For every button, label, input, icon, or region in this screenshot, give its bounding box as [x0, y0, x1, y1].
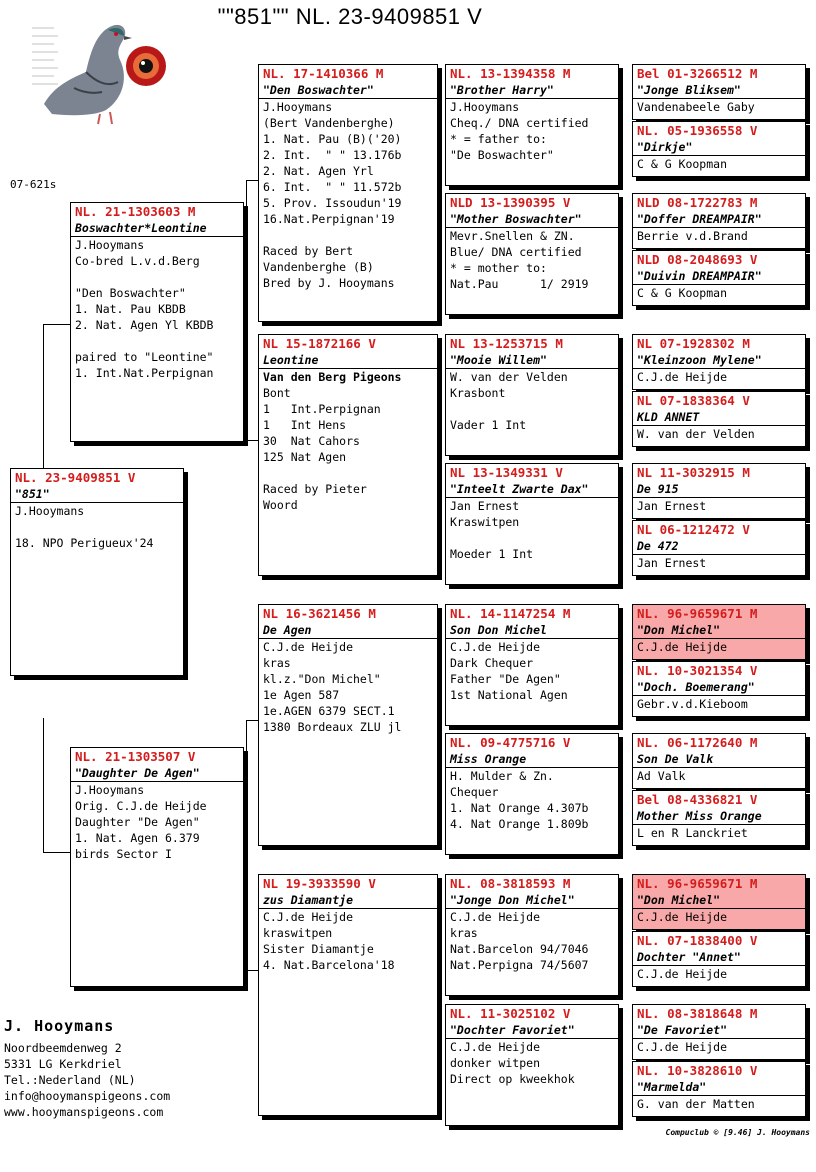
- info-line: C.J.de Heijde: [637, 370, 728, 384]
- pedigree-card[interactable]: [632, 250, 806, 306]
- info-line: [446, 530, 618, 546]
- ring-number: NL. 10-3828610 V: [637, 1063, 758, 1078]
- ring-number: NL 07-1838364 V: [637, 393, 750, 408]
- info-line: C.J.de Heijde: [263, 910, 354, 924]
- info-line: C.J.de Heijde: [637, 1040, 728, 1054]
- pigeon-name: "Duivin DREAMPAIR": [633, 268, 805, 285]
- info-line: 2. Int. " " 13.176b: [263, 148, 402, 162]
- pedigree-card[interactable]: [632, 1004, 806, 1060]
- info-line: C.J.de Heijde: [450, 640, 541, 654]
- pigeon-name: KLD ANNET: [633, 409, 805, 426]
- info-line: Daughter "De Agen": [75, 815, 200, 829]
- info-line: Van den Berg Pigeons: [263, 370, 402, 384]
- pigeon-name: De 915: [633, 481, 805, 498]
- ring-number: NL. 06-1172640 M: [637, 735, 758, 750]
- info-line: kras: [450, 926, 478, 940]
- info-line: Vandenabeele Gaby: [637, 100, 755, 114]
- address-line: Noordbeemdenweg 2: [4, 1041, 122, 1055]
- info-line: 4. Nat Orange 1.809b: [450, 817, 589, 831]
- ring-number: NL. 23-9409851 V: [15, 470, 136, 485]
- ring-number: NL 16-3621456 M: [263, 606, 376, 621]
- ring-number: NL. 17-1410366 M: [263, 66, 384, 81]
- info-line: Vandenberghe (B): [263, 260, 374, 274]
- pedigree-card[interactable]: [258, 604, 438, 846]
- pedigree-card[interactable]: [10, 468, 184, 676]
- info-line: C & G Koopman: [637, 157, 728, 171]
- info-line: Raced by Pieter: [263, 482, 367, 496]
- connector-line: [43, 718, 44, 852]
- ring-number: NL. 08-3818648 M: [637, 1006, 758, 1021]
- pigeon-name: "Mother Boswachter": [446, 211, 618, 228]
- info-line: Bont: [263, 386, 291, 400]
- info-line: Jan Ernest: [637, 499, 707, 513]
- info-line: 30 Nat Cahors: [263, 434, 360, 448]
- pigeon-logo: [24, 16, 172, 128]
- pedigree-card[interactable]: [632, 64, 806, 120]
- ring-number: Bel 01-3266512 M: [637, 66, 758, 81]
- pedigree-card[interactable]: [258, 64, 438, 322]
- ring-number: NL. 09-4775716 V: [450, 735, 571, 750]
- ring-number: NL 11-3032915 M: [637, 465, 750, 480]
- ring-number: NL 06-1212472 V: [637, 522, 750, 537]
- ring-number: NL. 07-1838400 V: [637, 933, 758, 948]
- connector-line: [43, 324, 71, 325]
- info-line: J.Hooymans: [263, 100, 333, 114]
- info-line: Berrie v.d.Brand: [637, 229, 748, 243]
- ring-number: NL. 96-9659671 M: [637, 876, 758, 891]
- info-line: C.J.de Heijde: [637, 910, 728, 924]
- info-line: Jan Ernest: [637, 556, 707, 570]
- info-line: 1 Int.Perpignan: [263, 402, 381, 416]
- info-line: [259, 465, 437, 481]
- ring-number: NL. 11-3025102 V: [450, 1006, 571, 1021]
- ring-number: NL 19-3933590 V: [263, 876, 376, 891]
- info-line: [11, 519, 183, 535]
- info-line: 1e.AGEN 6379 SECT.1: [263, 704, 395, 718]
- email-link[interactable]: info@hooymanspigeons.com: [4, 1089, 171, 1103]
- info-line: 2. Nat. Agen Yl KBDB: [75, 318, 214, 332]
- ring-number: NL. 21-1303603 M: [75, 204, 196, 219]
- info-line: Dark Chequer: [450, 656, 534, 670]
- info-line: L en R Lanckriet: [637, 826, 748, 840]
- pigeon-name: "Kleinzoon Mylene": [633, 352, 805, 369]
- info-line: 1. Nat. Pau KBDB: [75, 302, 186, 316]
- info-line: Nat.Barcelon 94/7046: [450, 942, 589, 956]
- ring-number: NLD 08-1722783 M: [637, 195, 758, 210]
- ring-number: NLD 13-1390395 V: [450, 195, 571, 210]
- pigeon-name: Leontine: [259, 352, 437, 369]
- ring-number: NL. 14-1147254 M: [450, 606, 571, 621]
- info-line: Ad Valk: [637, 769, 686, 783]
- info-line: J.Hooymans: [75, 783, 145, 797]
- info-line: 5. Prov. Issoudun'19: [263, 196, 402, 210]
- pedigree-card[interactable]: [445, 463, 619, 585]
- pedigree-card[interactable]: [445, 733, 619, 855]
- pigeon-name: "Doffer DREAMPAIR": [633, 211, 805, 228]
- info-line: W. van der Velden: [450, 370, 568, 384]
- info-line: 1. Int.Nat.Perpignan: [75, 366, 214, 380]
- pigeon-name: "Dirkje": [633, 139, 805, 156]
- info-line: C.J.de Heijde: [263, 640, 354, 654]
- pedigree-card[interactable]: [70, 747, 244, 987]
- pigeon-name: Boswachter*Leontine: [71, 220, 243, 237]
- info-line: Gebr.v.d.Kieboom: [637, 697, 748, 711]
- pigeon-name: Mother Miss Orange: [633, 808, 805, 825]
- pedigree-card[interactable]: [632, 733, 806, 789]
- info-line: Cheq./ DNA certified: [450, 116, 589, 130]
- info-line: "Den Boswachter": [75, 286, 186, 300]
- pedigree-card[interactable]: [632, 1061, 806, 1117]
- info-line: Jan Ernest: [450, 499, 520, 513]
- pigeon-name: "Jonge Bliksem": [633, 82, 805, 99]
- ring-number: NL. 13-1394358 M: [450, 66, 571, 81]
- address-line: Tel.:Nederland (NL): [4, 1073, 136, 1087]
- pedigree-card[interactable]: [632, 931, 806, 987]
- ring-number: NL. 96-9659671 M: [637, 606, 758, 621]
- info-line: Raced by Bert: [263, 244, 354, 258]
- info-line: 1380 Bordeaux ZLU jl: [263, 720, 402, 734]
- info-line: 125 Nat Agen: [263, 450, 347, 464]
- ring-number: NL 15-1872166 V: [263, 336, 376, 351]
- info-line: 1. Nat Orange 4.307b: [450, 801, 589, 815]
- pigeon-name: "Den Boswachter": [259, 82, 437, 99]
- pigeon-name: "Marmelda": [633, 1079, 805, 1096]
- info-line: 16.Nat.Perpignan'19: [263, 212, 395, 226]
- pigeon-name: "Daughter De Agen": [71, 765, 243, 782]
- info-line: kras: [263, 656, 291, 670]
- ring-number: NL 07-1928302 M: [637, 336, 750, 351]
- info-line: "De Boswachter": [450, 148, 554, 162]
- owner-name: J. Hooymans: [4, 1017, 115, 1035]
- ring-number: NL 13-1253715 M: [450, 336, 563, 351]
- info-line: Krasbont: [450, 386, 506, 400]
- info-line: [71, 333, 243, 349]
- connector-line: [43, 852, 71, 853]
- info-line: Father "De Agen": [450, 672, 561, 686]
- pedigree-code: 07-621s: [10, 178, 57, 191]
- info-line: [259, 227, 437, 243]
- footer-credit: Compuclub © [9.46] J. Hooymans: [665, 1128, 810, 1137]
- pigeon-name: "Jonge Don Michel": [446, 892, 618, 909]
- info-line: [71, 269, 243, 285]
- pigeon-name: "Doch. Boemerang": [633, 679, 805, 696]
- address-line: 5331 LG Kerkdriel: [4, 1057, 122, 1071]
- ring-number: Bel 08-4336821 V: [637, 792, 758, 807]
- info-line: Blue/ DNA certified: [450, 245, 582, 259]
- pedigree-card[interactable]: [258, 874, 438, 1116]
- info-line: G. van der Matten: [637, 1097, 755, 1111]
- info-line: 1. Nat. Pau (B)('20): [263, 132, 402, 146]
- pigeon-name: "Don Michel": [633, 892, 805, 909]
- info-line: J.Hooymans: [450, 100, 520, 114]
- info-line: W. van der Velden: [637, 427, 755, 441]
- info-line: Woord: [263, 498, 298, 512]
- info-line: Chequer: [450, 785, 499, 799]
- info-line: Kraswitpen: [450, 515, 520, 529]
- pigeon-name: "851": [11, 486, 183, 503]
- info-line: * = father to:: [450, 132, 547, 146]
- info-line: [446, 401, 618, 417]
- info-line: H. Mulder & Zn.: [450, 769, 554, 783]
- pedigree-card[interactable]: [632, 661, 806, 717]
- pigeon-name: "De Favoriet": [633, 1022, 805, 1039]
- info-line: 1 Int Hens: [263, 418, 347, 432]
- info-line: C.J.de Heijde: [637, 640, 728, 654]
- info-line: J.Hooymans: [75, 238, 145, 252]
- info-line: Sister Diamantje: [263, 942, 374, 956]
- pedigree-card[interactable]: [632, 391, 806, 447]
- info-line: 18. NPO Perigueux'24: [15, 536, 154, 550]
- info-line: Nat.Pau 1/ 2919: [450, 277, 589, 291]
- pedigree-card[interactable]: [632, 520, 806, 576]
- pedigree-card[interactable]: [632, 193, 806, 249]
- page-title: ""851"" NL. 23-9409851 V: [217, 4, 483, 29]
- ring-number: NL 13-1349331 V: [450, 465, 563, 480]
- pedigree-card[interactable]: [632, 121, 806, 177]
- ring-number: NL. 10-3021354 V: [637, 663, 758, 678]
- info-line: birds Sector I: [75, 847, 172, 861]
- info-line: Mevr.Snellen & ZN.: [450, 229, 575, 243]
- info-line: 1st National Agen: [450, 688, 568, 702]
- ring-number: NL. 21-1303507 V: [75, 749, 196, 764]
- ring-number: NL. 08-3818593 M: [450, 876, 571, 891]
- pedigree-card[interactable]: [632, 604, 806, 660]
- pedigree-card[interactable]: [445, 193, 619, 315]
- pigeon-name: "Brother Harry": [446, 82, 618, 99]
- pigeon-name: Miss Orange: [446, 751, 618, 768]
- pigeon-name: "Mooie Willem": [446, 352, 618, 369]
- pedigree-card[interactable]: [445, 1004, 619, 1126]
- connector-line: [43, 324, 44, 469]
- info-line: Bred by J. Hooymans: [263, 276, 395, 290]
- info-line: kl.z."Don Michel": [263, 672, 381, 686]
- info-line: Vader 1 Int: [450, 418, 527, 432]
- pigeon-name: De 472: [633, 538, 805, 555]
- pigeon-name: "Dochter Favoriet": [446, 1022, 618, 1039]
- info-line: J.Hooymans: [15, 504, 85, 518]
- pigeon-name: De Agen: [259, 622, 437, 639]
- info-line: 6. Int. " " 11.572b: [263, 180, 402, 194]
- connector-line: [246, 180, 247, 440]
- info-line: 1e Agen 587: [263, 688, 340, 702]
- info-line: 2. Nat. Agen Yrl: [263, 164, 374, 178]
- info-line: kraswitpen: [263, 926, 333, 940]
- info-line: Nat.Perpigna 74/5607: [450, 958, 589, 972]
- info-line: Co-bred L.v.d.Berg: [75, 254, 200, 268]
- info-line: Direct op kweekhok: [450, 1072, 575, 1086]
- ring-number: NL. 05-1936558 V: [637, 123, 758, 138]
- pedigree-card[interactable]: [632, 790, 806, 846]
- pigeon-name: "Don Michel": [633, 622, 805, 639]
- pedigree-card[interactable]: [445, 64, 619, 186]
- pedigree-card[interactable]: [632, 463, 806, 519]
- info-line: C.J.de Heijde: [450, 910, 541, 924]
- info-line: 1. Nat. Agen 6.379: [75, 831, 200, 845]
- info-line: C.J.de Heijde: [450, 1040, 541, 1054]
- info-line: * = mother to:: [450, 261, 547, 275]
- pedigree-card[interactable]: [632, 334, 806, 390]
- pigeon-name: zus Diamantje: [259, 892, 437, 909]
- info-line: (Bert Vandenberghe): [263, 116, 395, 130]
- pedigree-card[interactable]: [70, 202, 244, 442]
- pedigree-card[interactable]: [632, 874, 806, 930]
- info-line: Orig. C.J.de Heijde: [75, 799, 207, 813]
- pedigree-card[interactable]: [258, 334, 438, 576]
- pedigree-card[interactable]: [445, 334, 619, 456]
- pigeon-name: Dochter "Annet": [633, 949, 805, 966]
- info-line: paired to "Leontine": [75, 350, 214, 364]
- pigeon-name: "Inteelt Zwarte Dax": [446, 481, 618, 498]
- info-line: C & G Koopman: [637, 286, 728, 300]
- owner-address: [4, 1018, 170, 1120]
- ring-number: NLD 08-2048693 V: [637, 252, 758, 267]
- pedigree-card[interactable]: [445, 604, 619, 726]
- info-line: Moeder 1 Int: [450, 547, 534, 561]
- pigeon-name: Son Don Michel: [446, 622, 618, 639]
- pigeon-name: Son De Valk: [633, 751, 805, 768]
- connector-line: [246, 720, 247, 970]
- info-line: donker witpen: [450, 1056, 541, 1070]
- info-line: C.J.de Heijde: [637, 967, 728, 981]
- pedigree-card[interactable]: [445, 874, 619, 996]
- website-link[interactable]: www.hooymanspigeons.com: [4, 1105, 164, 1119]
- info-line: 4. Nat.Barcelona'18: [263, 958, 395, 972]
